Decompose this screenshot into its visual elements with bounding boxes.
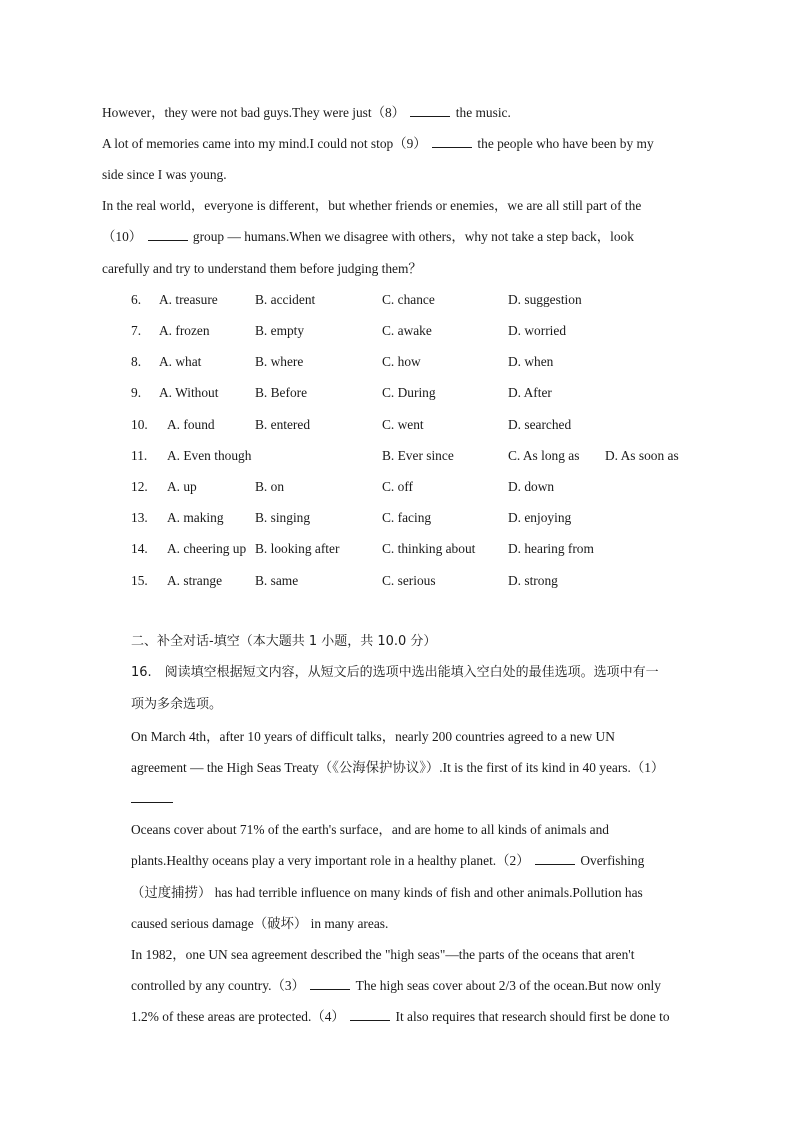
option-c: C. During <box>382 385 436 400</box>
passage-text: plants.Healthy oceans play a very important role in a healthy planet.（2） <box>131 853 530 868</box>
option-b: B. where <box>255 354 304 369</box>
option-a: A. Without <box>159 385 219 400</box>
question-row <box>0 416 794 434</box>
passage-line: agreement — the High Seas Treaty（《公海保护协议》）.It is the first of its kind in 40 years.（1） <box>131 760 665 775</box>
answer-blank <box>310 977 350 990</box>
question-number: 15. <box>131 573 148 588</box>
question-number: 14. <box>131 541 148 556</box>
question-prompt: 16. 阅读填空根据短文内容，从短文后的选项中选出能填入空白处的最佳选项。选项中有一 <box>131 665 659 680</box>
passage-line: In the real world，everyone is different，but whether friends or enemies，we are all still part of the <box>102 198 642 213</box>
passage-line: Oceans cover about 71% of the earth's surface，and are home to all kinds of animals and <box>131 822 609 837</box>
option-c: C. off <box>382 479 413 494</box>
passage-line: caused serious damage（破坏） in many areas. <box>131 916 389 931</box>
option-d: D. down <box>508 479 555 494</box>
passage-text: controlled by any country.（3） <box>131 978 305 993</box>
option-d: D. worried <box>508 323 567 338</box>
option-d: D. After <box>508 385 552 400</box>
question-row <box>0 509 794 527</box>
question-row <box>0 384 794 402</box>
answer-blank <box>350 1008 390 1021</box>
passage-text: The high seas cover about 2/3 of the ocean.But now only <box>355 978 661 993</box>
option-d: D. searched <box>508 417 572 432</box>
passage-line: carefully and try to understand them before judging them？ <box>102 261 422 276</box>
option-c: C. As long as <box>508 448 580 463</box>
option-c: C. awake <box>382 323 432 338</box>
passage-text: group — humans.When we disagree with others，why not take a step back，look <box>192 229 634 244</box>
question-prompt: 项为多余选项。 <box>131 697 223 712</box>
passage-line: On March 4th，after 10 years of difficult talks，nearly 200 countries agreed to a new UN <box>131 729 615 744</box>
passage-line <box>131 852 644 870</box>
option-d: D. hearing from <box>508 541 594 556</box>
question-number: 11. <box>131 448 148 463</box>
passage-text: the people who have been by my <box>477 136 654 151</box>
question-row <box>0 353 794 371</box>
passage-line <box>131 977 661 995</box>
option-c: C. went <box>382 417 424 432</box>
option-b: B. empty <box>255 323 305 338</box>
question-number: 12. <box>131 479 148 494</box>
passage-line: side since I was young. <box>102 167 227 182</box>
question-number: 13. <box>131 510 148 525</box>
question-row <box>0 447 794 465</box>
passage-line <box>102 135 654 153</box>
option-c: C. serious <box>382 573 436 588</box>
passage-line <box>131 1008 670 1026</box>
option-d: D. enjoying <box>508 510 572 525</box>
option-a: A. found <box>167 417 215 432</box>
option-a: A. making <box>167 510 224 525</box>
question-row <box>0 322 794 340</box>
passage-text: the music. <box>455 105 511 120</box>
answer-blank <box>432 135 472 148</box>
option-b: B. looking after <box>255 541 340 556</box>
passage-text: 1.2% of these areas are protected.（4） <box>131 1009 345 1024</box>
option-a: A. up <box>167 479 197 494</box>
option-a: A. cheering up <box>167 541 247 556</box>
answer-blank <box>535 852 575 865</box>
option-a: A. frozen <box>159 323 210 338</box>
option-a: A. treasure <box>159 292 218 307</box>
question-row <box>0 540 794 558</box>
question-number: 9. <box>131 385 142 400</box>
passage-text: （10） <box>102 229 143 244</box>
option-b: B. accident <box>255 292 316 307</box>
option-d: D. when <box>508 354 554 369</box>
option-c: C. how <box>382 354 421 369</box>
passage-line <box>102 104 511 122</box>
question-number: 8. <box>131 354 142 369</box>
option-d: D. suggestion <box>508 292 582 307</box>
option-d: D. strong <box>508 573 558 588</box>
option-a: A. strange <box>167 573 223 588</box>
option-c: C. chance <box>382 292 435 307</box>
passage-line <box>102 228 634 246</box>
question-row <box>0 478 794 496</box>
answer-blank <box>131 790 173 803</box>
passage-line: （过度捕捞） has had terrible influence on many kinds of fish and other animals.Pollution has <box>131 885 643 900</box>
option-b: B. entered <box>255 417 311 432</box>
passage-text: Overfishing <box>580 853 645 868</box>
option-b: B. Ever since <box>382 448 454 463</box>
option-a: A. what <box>159 354 202 369</box>
question-number: 10. <box>131 417 148 432</box>
option-d: D. As soon as <box>605 448 679 463</box>
option-a: A. Even though <box>167 448 252 463</box>
passage-text: It also requires that research should first be done to <box>395 1009 670 1024</box>
passage-line: In 1982，one UN sea agreement described the "high seas"—the parts of the oceans that aren't <box>131 947 635 962</box>
option-b: B. Before <box>255 385 308 400</box>
option-b: B. on <box>255 479 285 494</box>
answer-blank <box>148 228 188 241</box>
question-number: 6. <box>131 292 142 307</box>
option-c: C. thinking about <box>382 541 476 556</box>
option-b: B. same <box>255 573 299 588</box>
option-c: C. facing <box>382 510 432 525</box>
passage-text: A lot of memories came into my mind.I could not stop（9） <box>102 136 427 151</box>
question-number: 7. <box>131 323 142 338</box>
option-b: B. singing <box>255 510 311 525</box>
passage-line <box>131 790 175 808</box>
question-row <box>0 572 794 590</box>
section-title: 二、补全对话-填空（本大题共 1 小题，共 10.0 分） <box>131 634 437 649</box>
passage-text: However，they were not bad guys.They were just（8） <box>102 105 406 120</box>
answer-blank <box>410 104 450 117</box>
question-row <box>0 291 794 309</box>
